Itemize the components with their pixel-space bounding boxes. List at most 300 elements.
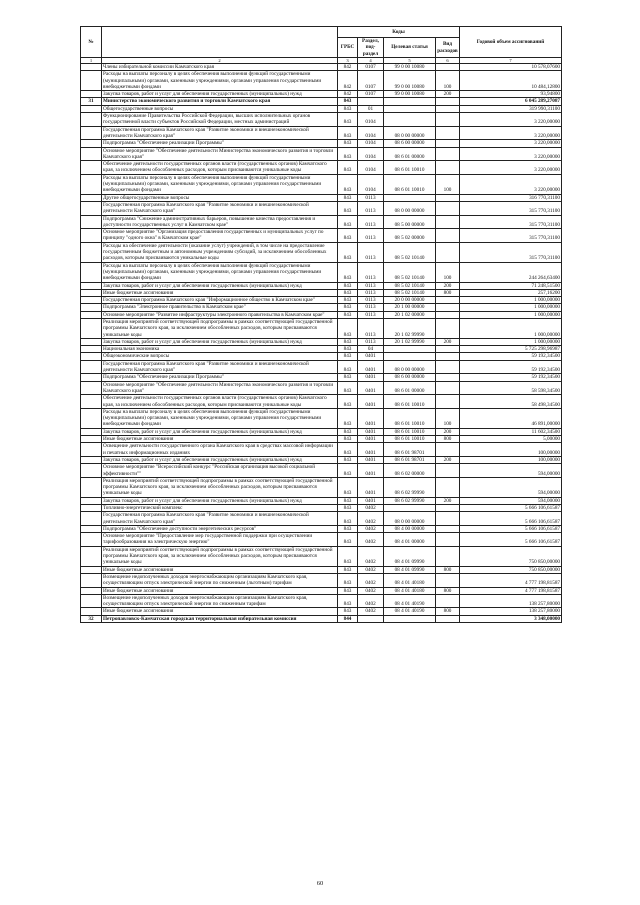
- item-name-cell: Министерство экономического развития и торговли Камчатского края: [102, 98, 338, 105]
- section-cell: [358, 98, 384, 105]
- table-row: [81, 395, 562, 409]
- section-cell: 0402: [358, 573, 384, 587]
- grbs-cell: 843: [338, 456, 358, 463]
- grbs-cell: 843: [338, 587, 358, 594]
- amount-cell: 71 248,51500: [460, 282, 562, 289]
- item-name-cell: Другие общегосударственные вопросы: [102, 194, 338, 201]
- section-cell: 0113: [358, 262, 384, 282]
- column-index-cell: 7: [460, 58, 562, 64]
- row-number-cell: [81, 573, 102, 587]
- expense-type-cell: [436, 615, 460, 622]
- row-number-cell: [81, 201, 102, 215]
- target-article-cell: 20 1 02 99990: [384, 318, 436, 338]
- expense-type-cell: 800: [436, 587, 460, 594]
- expense-type-cell: [436, 512, 460, 526]
- grbs-cell: 843: [338, 408, 358, 428]
- row-number-cell: [81, 105, 102, 112]
- expense-type-cell: [436, 113, 460, 127]
- item-name-cell: Подпрограмма "Электронное правительство в Камчатском крае": [102, 304, 338, 311]
- row-number-cell: [81, 608, 102, 615]
- expense-type-cell: [436, 201, 460, 215]
- grbs-cell: 843: [338, 194, 358, 201]
- row-number-cell: [81, 525, 102, 532]
- section-cell: 0402: [358, 505, 384, 512]
- grbs-cell: 843: [338, 229, 358, 243]
- item-name-cell: Петропавловск-Камчатская городская территориальная избирательная комиссия: [102, 615, 338, 622]
- target-article-cell: [384, 353, 436, 360]
- row-number-cell: [81, 464, 102, 478]
- row-number-cell: [81, 428, 102, 435]
- grbs-cell: 843: [338, 311, 358, 318]
- amount-cell: 1 000,00000: [460, 318, 562, 338]
- column-index-cell: 3: [338, 58, 358, 64]
- grbs-cell: 843: [338, 174, 358, 194]
- section-cell: 0402: [358, 512, 384, 526]
- grbs-cell: 843: [338, 282, 358, 289]
- expense-type-cell: [436, 443, 460, 457]
- expense-type-cell: 200: [436, 456, 460, 463]
- row-number-cell: [81, 161, 102, 175]
- amount-cell: 138 257,80000: [460, 594, 562, 608]
- expense-type-cell: [436, 360, 460, 374]
- expense-type-cell: [436, 98, 460, 105]
- section-cell: 0113: [358, 282, 384, 289]
- table-row: [81, 436, 562, 443]
- table-row: [81, 512, 562, 526]
- row-number-cell: [81, 443, 102, 457]
- amount-cell: 257,16200: [460, 289, 562, 296]
- table-row: [81, 477, 562, 497]
- expense-type-cell: [436, 215, 460, 229]
- table-row: [81, 215, 562, 229]
- item-name-cell: Расходы на обеспечение деятельности (оказание услуг) учреждений, в том числе на предоставление государственным бюджетным и автономным учреждениям субсидий, за исключением обособленных расходов, которым присваиваются уникальные коды: [102, 242, 338, 262]
- budget-table: [80, 26, 562, 623]
- table-row: [81, 304, 562, 311]
- target-article-cell: 08 6 00 00000: [384, 374, 436, 381]
- section-cell: 0113: [358, 194, 384, 201]
- target-article-cell: [384, 105, 436, 112]
- grbs-cell: 843: [338, 525, 358, 532]
- grbs-cell: 843: [338, 573, 358, 587]
- expense-type-cell: [436, 105, 460, 112]
- expense-type-cell: [436, 346, 460, 353]
- table-row: [81, 573, 562, 587]
- row-number-cell: [81, 147, 102, 161]
- expense-type-cell: 800: [436, 436, 460, 443]
- expense-type-cell: [436, 546, 460, 566]
- section-cell: 0402: [358, 525, 384, 532]
- column-index-cell: 4: [358, 58, 384, 64]
- amount-cell: 5 666 106,61587: [460, 533, 562, 547]
- grbs-cell: 843: [338, 594, 358, 608]
- table-row: [81, 497, 562, 504]
- grbs-cell: 843: [338, 505, 358, 512]
- item-name-cell: Иные бюджетные ассигнования: [102, 436, 338, 443]
- amount-cell: 5 725 298,96987: [460, 346, 562, 353]
- item-name-cell: Государственная программа Камчатского края "Развитие экономики и внешнеэкономической деятельности Камчатского края": [102, 201, 338, 215]
- row-number-cell: [81, 456, 102, 463]
- row-number-cell: [81, 533, 102, 547]
- row-number-cell: [81, 505, 102, 512]
- item-name-cell: Члены избирательной комиссии Камчатского края: [102, 64, 338, 71]
- item-name-cell: Общеэкономические вопросы: [102, 353, 338, 360]
- expense-type-cell: [436, 505, 460, 512]
- header-annual-volume: Годовой объем ассигнований: [460, 27, 562, 58]
- row-number-cell: [81, 566, 102, 573]
- amount-cell: 1 000,00000: [460, 297, 562, 304]
- table-row: [81, 456, 562, 463]
- row-number-cell: [81, 318, 102, 338]
- table-row: [81, 98, 562, 105]
- expense-type-cell: [436, 353, 460, 360]
- amount-cell: 4 777 198,81587: [460, 587, 562, 594]
- row-number-cell: [81, 408, 102, 428]
- section-cell: 04: [358, 346, 384, 353]
- section-cell: 0401: [358, 374, 384, 381]
- expense-type-cell: 200: [436, 428, 460, 435]
- grbs-cell: 843: [338, 289, 358, 296]
- item-name-cell: Закупка товаров, работ и услуг для обеспечения государственных (муниципальных) нужд: [102, 428, 338, 435]
- row-number-cell: [81, 194, 102, 201]
- section-cell: 0401: [358, 477, 384, 497]
- expense-type-cell: [436, 318, 460, 338]
- row-number-cell: [81, 289, 102, 296]
- target-article-cell: 20 1 02 00000: [384, 311, 436, 318]
- target-article-cell: [384, 113, 436, 127]
- row-number-cell: [81, 64, 102, 71]
- target-article-cell: 20 0 00 00000: [384, 297, 436, 304]
- item-name-cell: Возмещение недополученных доходов энергоснабжающим организациям Камчатского края, осуществляющим отпуск электрической энергии по сниженным тарифам: [102, 594, 338, 608]
- amount-cell: 5,00000: [460, 436, 562, 443]
- expense-type-cell: [436, 533, 460, 547]
- row-number-cell: [81, 436, 102, 443]
- item-name-cell: Основное мероприятие "Развитие инфраструктуры электронного правительства в Камчатском крае": [102, 311, 338, 318]
- target-article-cell: [384, 98, 436, 105]
- target-article-cell: [384, 346, 436, 353]
- item-name-cell: Подпрограмма "Обеспечение доступности энергетических ресурсов": [102, 525, 338, 532]
- section-cell: 0401: [358, 456, 384, 463]
- item-name-cell: Подпрограмма "Снижение административных барьеров, повышение качества предоставления и доступности государственных услуг в Камчатском крае": [102, 215, 338, 229]
- amount-cell: 316 770,31100: [460, 194, 562, 201]
- item-name-cell: Национальная экономика: [102, 346, 338, 353]
- grbs-cell: 843: [338, 464, 358, 478]
- expense-type-cell: [436, 64, 460, 71]
- section-cell: 0401: [358, 381, 384, 395]
- grbs-cell: 843: [338, 512, 358, 526]
- expense-type-cell: 800: [436, 608, 460, 615]
- amount-cell: 594,00000: [460, 477, 562, 497]
- expense-type-cell: [436, 525, 460, 532]
- expense-type-cell: 100: [436, 408, 460, 428]
- item-name-cell: Расходы на выплаты персоналу в целях обеспечения выполнения функций государственными (муниципальными) органами, казенными учреждениями, органами управления государственными внебюджетными фондами: [102, 408, 338, 428]
- amount-cell: 59 192,34500: [460, 374, 562, 381]
- section-cell: 0401: [358, 497, 384, 504]
- column-index-cell: 6: [436, 58, 460, 64]
- grbs-cell: 843: [338, 242, 358, 262]
- target-article-cell: 08 5 02 10140: [384, 289, 436, 296]
- table-row: [81, 71, 562, 91]
- amount-cell: 3 220,00000: [460, 174, 562, 194]
- amount-cell: 315 770,31100: [460, 215, 562, 229]
- item-name-cell: Закупка товаров, работ и услуг для обеспечения государственных (муниципальных) нужд: [102, 91, 338, 98]
- amount-cell: 138 257,80000: [460, 608, 562, 615]
- item-name-cell: Функционирование Правительства Российской Федерации, высших исполнительных органов государственной власти субъектов Российской Федерации, местных администраций: [102, 113, 338, 127]
- row-number-cell: 32: [81, 615, 102, 622]
- expense-type-cell: [436, 477, 460, 497]
- amount-cell: 46 891,00000: [460, 408, 562, 428]
- grbs-cell: 843: [338, 98, 358, 105]
- target-article-cell: 08 4 01 09990: [384, 566, 436, 573]
- table-row: [81, 608, 562, 615]
- section-cell: 0402: [358, 533, 384, 547]
- item-name-cell: Основное мероприятие "Обеспечение деятельности Министерства экономического развития и торговли Камчатского края": [102, 147, 338, 161]
- target-article-cell: 08 0 00 00000: [384, 201, 436, 215]
- row-number-cell: 31: [81, 98, 102, 105]
- table-row: [81, 297, 562, 304]
- page-number: 60: [316, 880, 324, 887]
- target-article-cell: 08 4 01 09990: [384, 546, 436, 566]
- grbs-cell: 843: [338, 297, 358, 304]
- amount-cell: 6 045 289,27087: [460, 98, 562, 105]
- section-cell: 0107: [358, 64, 384, 71]
- table-row: [81, 126, 562, 140]
- row-number-cell: [81, 374, 102, 381]
- row-number-cell: [81, 242, 102, 262]
- amount-cell: 5 666 106,61587: [460, 525, 562, 532]
- item-name-cell: Основное мероприятие "Всероссийский конкурс "Российская организация высокой социальной эффективности"": [102, 464, 338, 478]
- grbs-cell: 842: [338, 64, 358, 71]
- item-name-cell: Обеспечение деятельности государственных органов власти (государственных органов) Камчатского края, за исключением обособленных расходов, которым присваиваются уникальные коды: [102, 161, 338, 175]
- section-cell: 0401: [358, 395, 384, 409]
- target-article-cell: 08 5 02 10140: [384, 262, 436, 282]
- grbs-cell: 843: [338, 374, 358, 381]
- expense-type-cell: 100: [436, 174, 460, 194]
- grbs-cell: 843: [338, 566, 358, 573]
- grbs-cell: 843: [338, 346, 358, 353]
- section-cell: 0401: [358, 464, 384, 478]
- item-name-cell: Топливно-энергетический комплекс: [102, 505, 338, 512]
- table-row: [81, 566, 562, 573]
- expense-type-cell: [436, 229, 460, 243]
- table-row: [81, 318, 562, 338]
- item-name-cell: Государственная программа Камчатского края "Развитие экономики и внешнеэкономической деятельности Камчатского края": [102, 126, 338, 140]
- grbs-cell: 843: [338, 360, 358, 374]
- grbs-cell: 843: [338, 546, 358, 566]
- section-cell: 0401: [358, 443, 384, 457]
- row-number-cell: [81, 546, 102, 566]
- amount-cell: 5 666 106,61587: [460, 512, 562, 526]
- table-row: [81, 282, 562, 289]
- target-article-cell: 08 6 01 10010: [384, 436, 436, 443]
- target-article-cell: 08 0 00 00000: [384, 360, 436, 374]
- table-row: [81, 242, 562, 262]
- section-cell: 0107: [358, 91, 384, 98]
- item-name-cell: Расходы на выплаты персоналу в целях обеспечения выполнения функций государственными (муниципальными) органами, казенными учреждениями, органами управления государственными внебюджетными фондами: [102, 71, 338, 91]
- expense-type-cell: 200: [436, 282, 460, 289]
- section-cell: 0113: [358, 304, 384, 311]
- expense-type-cell: 200: [436, 338, 460, 345]
- section-cell: 0402: [358, 608, 384, 615]
- table-row: [81, 381, 562, 395]
- item-name-cell: Обеспечение деятельности государственных органов власти (государственных органов) Камчатского края, за исключением обособленных расходов, которым присваиваются уникальные коды: [102, 395, 338, 409]
- grbs-cell: 842: [338, 91, 358, 98]
- target-article-cell: 08 0 00 00000: [384, 126, 436, 140]
- amount-cell: 594,00000: [460, 464, 562, 478]
- grbs-cell: 843: [338, 381, 358, 395]
- target-article-cell: 08 4 01 00000: [384, 533, 436, 547]
- amount-cell: 11 602,34500: [460, 428, 562, 435]
- expense-type-cell: 800: [436, 566, 460, 573]
- section-cell: 0401: [358, 428, 384, 435]
- section-cell: 0107: [358, 71, 384, 91]
- item-name-cell: Государственная программа Камчатского края "Информационное общество в Камчатском крае": [102, 297, 338, 304]
- table-row: [81, 161, 562, 175]
- table-row: [81, 587, 562, 594]
- target-article-cell: 20 1 02 99990: [384, 338, 436, 345]
- target-article-cell: 20 1 00 00000: [384, 304, 436, 311]
- table-row: [81, 353, 562, 360]
- table-row: [81, 105, 562, 112]
- row-number-cell: [81, 497, 102, 504]
- expense-type-cell: [436, 161, 460, 175]
- row-number-cell: [81, 311, 102, 318]
- amount-cell: 319 990,31100: [460, 105, 562, 112]
- amount-cell: 750 850,00000: [460, 566, 562, 573]
- expense-type-cell: [436, 126, 460, 140]
- amount-cell: 100,00000: [460, 443, 562, 457]
- table-row: [81, 147, 562, 161]
- grbs-cell: 843: [338, 497, 358, 504]
- table-row: [81, 525, 562, 532]
- grbs-cell: 843: [338, 262, 358, 282]
- table-row: [81, 338, 562, 345]
- item-name-cell: Реализация мероприятий соответствующей подпрограммы в рамках соответствующей государственной программы Камчатского края, за исключением обособленных расходов, которым присваиваются уникальные коды: [102, 477, 338, 497]
- amount-cell: 315 770,31100: [460, 229, 562, 243]
- expense-type-cell: [436, 147, 460, 161]
- item-name-cell: Основное мероприятие "Обеспечение деятельности Министерства экономического развития и торговли Камчатского края": [102, 381, 338, 395]
- row-number-cell: [81, 262, 102, 282]
- table-row: [81, 374, 562, 381]
- amount-cell: 244 264,63400: [460, 262, 562, 282]
- section-cell: 0401: [358, 408, 384, 428]
- section-cell: 0104: [358, 140, 384, 147]
- item-name-cell: Закупка товаров, работ и услуг для обеспечения государственных (муниципальных) нужд: [102, 456, 338, 463]
- row-number-cell: [81, 297, 102, 304]
- target-article-cell: 08 5 02 10140: [384, 282, 436, 289]
- grbs-cell: 843: [338, 443, 358, 457]
- target-article-cell: 08 5 00 00000: [384, 215, 436, 229]
- target-article-cell: [384, 505, 436, 512]
- section-cell: [358, 615, 384, 622]
- section-cell: 0113: [358, 318, 384, 338]
- target-article-cell: 08 5 02 00000: [384, 229, 436, 243]
- expense-type-cell: 200: [436, 497, 460, 504]
- target-article-cell: [384, 615, 436, 622]
- expense-type-cell: [436, 374, 460, 381]
- amount-cell: 10 484,12800: [460, 71, 562, 91]
- row-number-cell: [81, 215, 102, 229]
- table-row: [81, 615, 562, 622]
- target-article-cell: 08 6 01 00000: [384, 381, 436, 395]
- target-article-cell: 99 0 00 10080: [384, 64, 436, 71]
- item-name-cell: Расходы на выплаты персоналу в целях обеспечения выполнения функций государственными (муниципальными) органами, казенными учреждениями, органами управления государственными внебюджетными фондами: [102, 262, 338, 282]
- row-number-cell: [81, 91, 102, 98]
- amount-cell: 1 000,00000: [460, 338, 562, 345]
- table-header: [81, 27, 562, 64]
- table-row: [81, 262, 562, 282]
- item-name-cell: Возмещение недополученных доходов энергоснабжающим организациям Камчатского края, осуществляющим отпуск электрической энергии по сниженным (льготным) тарифам: [102, 573, 338, 587]
- grbs-cell: 843: [338, 126, 358, 140]
- amount-cell: 594,00000: [460, 497, 562, 504]
- target-article-cell: 08 6 02 99990: [384, 497, 436, 504]
- section-cell: 0402: [358, 587, 384, 594]
- grbs-cell: 843: [338, 338, 358, 345]
- expense-type-cell: [436, 395, 460, 409]
- amount-cell: 10 578,07600: [460, 64, 562, 71]
- amount-cell: 58 498,34500: [460, 395, 562, 409]
- section-cell: 0104: [358, 161, 384, 175]
- amount-cell: 1 000,00000: [460, 311, 562, 318]
- section-cell: 0113: [358, 338, 384, 345]
- expense-type-cell: [436, 194, 460, 201]
- header-expense-type: Вид расходов: [436, 38, 460, 58]
- row-number-cell: [81, 587, 102, 594]
- grbs-cell: 843: [338, 477, 358, 497]
- section-cell: 0113: [358, 297, 384, 304]
- table-row: [81, 546, 562, 566]
- target-article-cell: 08 6 01 98701: [384, 443, 436, 457]
- row-number-cell: [81, 594, 102, 608]
- row-number-cell: [81, 338, 102, 345]
- header-codes: Коды: [338, 27, 460, 38]
- amount-cell: 3 220,00000: [460, 126, 562, 140]
- target-article-cell: 08 6 01 10010: [384, 408, 436, 428]
- expense-type-cell: [436, 242, 460, 262]
- section-cell: 0113: [358, 201, 384, 215]
- item-name-cell: Подпрограмма "Обеспечение реализации Программы": [102, 374, 338, 381]
- table-row: [81, 229, 562, 243]
- item-name-cell: Основное мероприятие "Организация предоставления государственных и муниципальных услуг по принципу "одного окна" в Камчатском крае": [102, 229, 338, 243]
- table-row: [81, 594, 562, 608]
- header-grbs: ГРБС: [338, 38, 358, 58]
- section-cell: 0113: [358, 242, 384, 262]
- expense-type-cell: [436, 311, 460, 318]
- target-article-cell: 08 4 00 00000: [384, 525, 436, 532]
- amount-cell: 750 850,00000: [460, 546, 562, 566]
- section-cell: 0113: [358, 229, 384, 243]
- header-name: [102, 27, 338, 58]
- table-body: [81, 64, 562, 623]
- target-article-cell: 08 6 01 00000: [384, 147, 436, 161]
- row-number-cell: [81, 360, 102, 374]
- table-row: [81, 443, 562, 457]
- item-name-cell: Иные бюджетные ассигнования: [102, 566, 338, 573]
- table-row: [81, 91, 562, 98]
- row-number-cell: [81, 381, 102, 395]
- grbs-cell: 843: [338, 147, 358, 161]
- row-number-cell: [81, 126, 102, 140]
- target-article-cell: 08 6 01 98701: [384, 456, 436, 463]
- target-article-cell: 08 6 02 99990: [384, 477, 436, 497]
- row-number-cell: [81, 395, 102, 409]
- grbs-cell: 843: [338, 436, 358, 443]
- item-name-cell: Расходы на выплаты персоналу в целях обеспечения выполнения функций государственными (муниципальными) органами, казенными учреждениями, органами управления государственными внебюджетными фондами: [102, 174, 338, 194]
- amount-cell: 1 000,00000: [460, 304, 562, 311]
- item-name-cell: Государственная программа Камчатского края "Развитие экономики и внешнеэкономической деятельности Камчатского края": [102, 512, 338, 526]
- amount-cell: 5 666 106,61587: [460, 505, 562, 512]
- grbs-cell: 843: [338, 318, 358, 338]
- target-article-cell: 08 6 01 10010: [384, 174, 436, 194]
